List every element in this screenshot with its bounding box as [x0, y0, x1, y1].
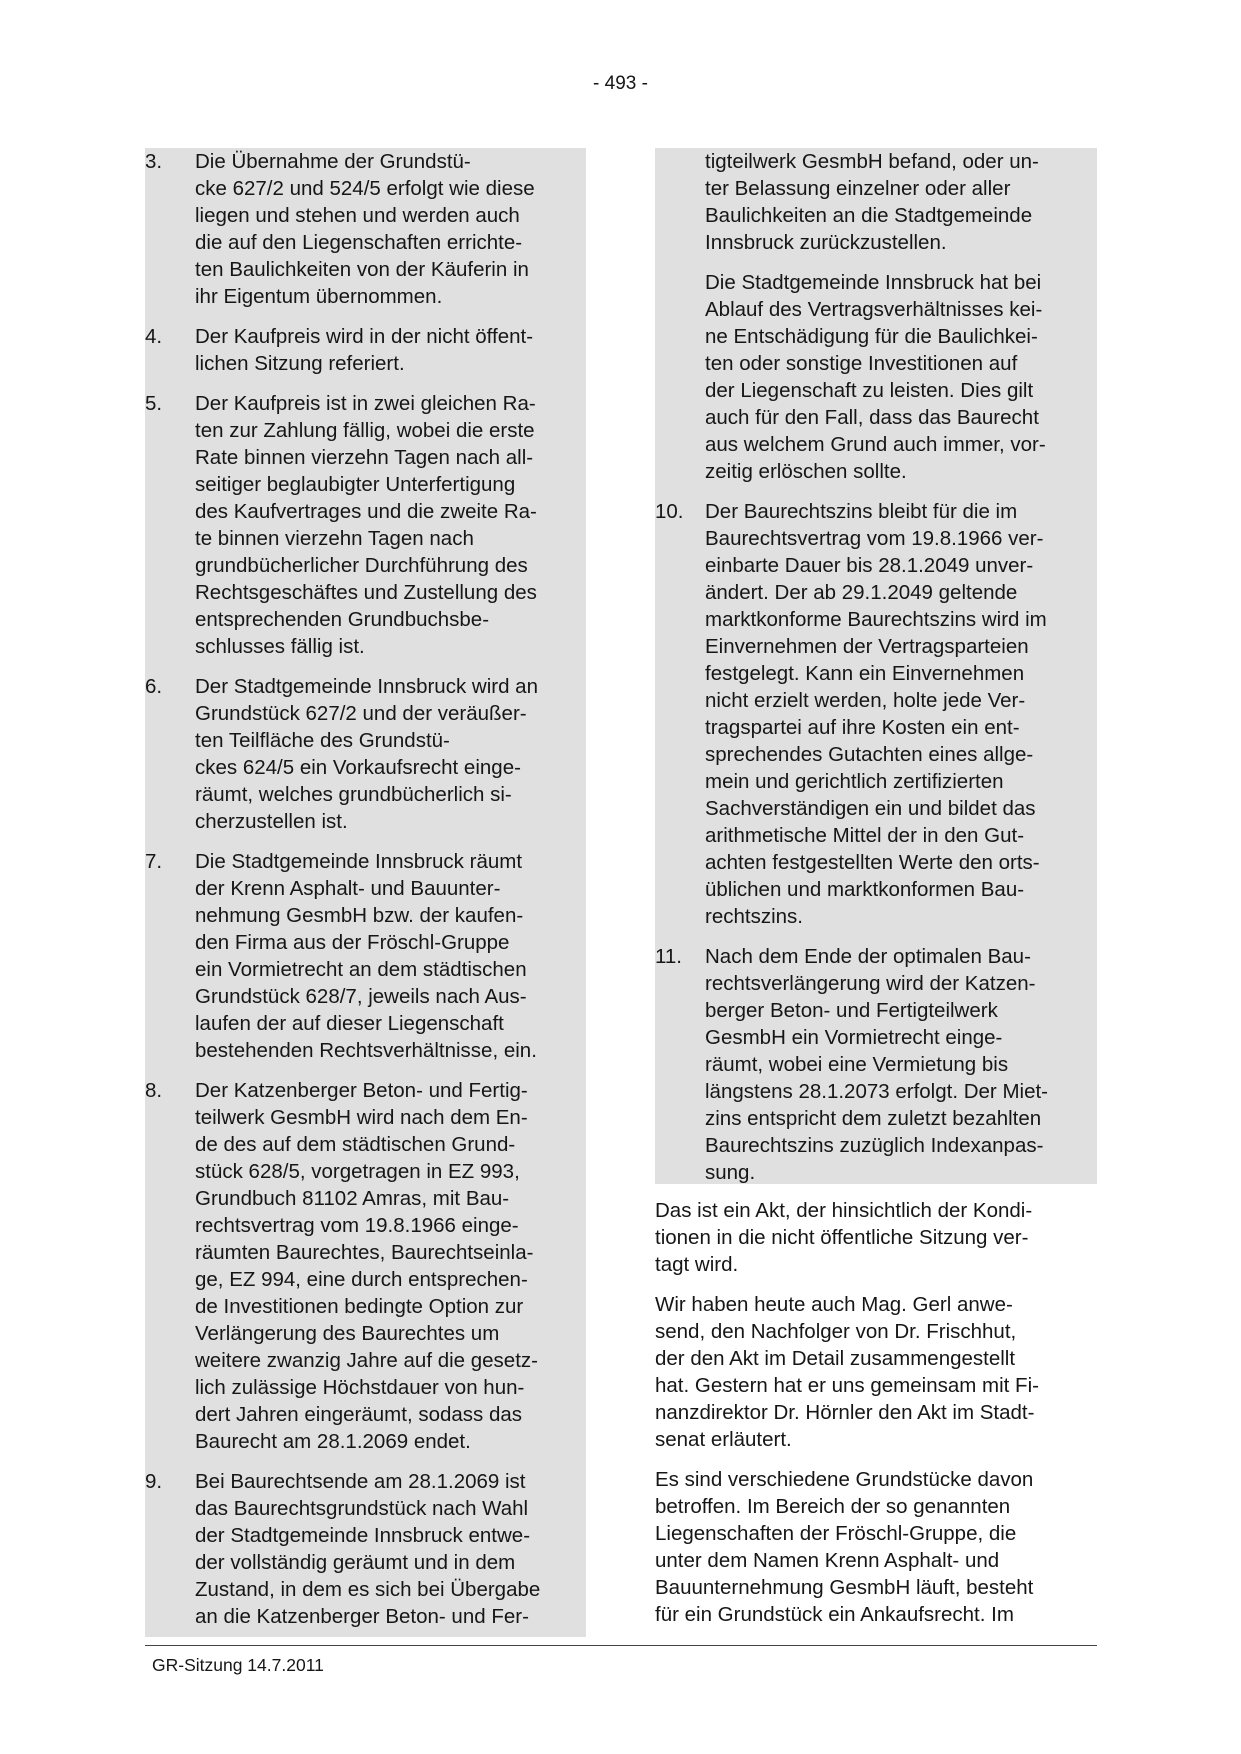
item-number: 3.: [145, 150, 163, 173]
spacer: [145, 377, 586, 390]
numbered-item: [145, 848, 586, 1064]
item-number: 4.: [145, 325, 163, 348]
text-line: teilwerk GesmbH wird nach dem En-: [195, 1106, 528, 1129]
text-line: bestehenden Rechtsverhältnisse, ein.: [195, 1039, 537, 1062]
text-line: den Firma aus der Fröschl-Gruppe: [195, 931, 510, 954]
text-line: des Kaufvertrages und die zweite Ra-: [195, 500, 537, 523]
text-line: Das ist ein Akt, der hinsichtlich der Kondi-: [655, 1199, 1033, 1222]
text-line: tragspartei auf ihre Kosten ein ent-: [705, 716, 1020, 739]
body-paragraph: [655, 1291, 1097, 1453]
text-line: Sachverständigen ein und bildet das: [705, 797, 1036, 820]
numbered-item: [655, 498, 1097, 930]
numbered-item: [145, 1077, 586, 1455]
text-line: Der Katzenberger Beton- und Fertig-: [195, 1079, 528, 1102]
text-line: Baurechtsvertrag vom 19.8.1966 ver-: [705, 527, 1044, 550]
spacer: [655, 1453, 1097, 1466]
item-text: [705, 943, 1097, 1186]
text-line: laufen der auf dieser Liegenschaft: [195, 1012, 504, 1035]
text-line: ten Baulichkeiten von der Käuferin in: [195, 258, 529, 281]
text-line: seitiger beglaubigter Unterfertigung: [195, 473, 516, 496]
text-line: grundbücherlicher Durchführung des: [195, 554, 528, 577]
item-text: [195, 390, 586, 660]
text-line: rechtsvertrag vom 19.8.1966 einge-: [195, 1214, 519, 1237]
spacer: [145, 310, 586, 323]
text-line: ten oder sonstige Investitionen auf: [705, 352, 1018, 375]
spacer: [145, 1455, 586, 1468]
text-line: Rechtsgeschäftes und Zustellung des: [195, 581, 537, 604]
text-line: zeitig erlöschen sollte.: [705, 460, 907, 483]
text-line: berger Beton- und Fertigteilwerk: [705, 999, 998, 1022]
right-column: [655, 148, 1097, 1628]
item-text: [195, 1468, 586, 1630]
text-line: ge, EZ 994, eine durch entsprechen-: [195, 1268, 528, 1291]
body-paragraph: [655, 1197, 1097, 1278]
text-line: schlusses fällig ist.: [195, 635, 365, 658]
text-line: ändert. Der ab 29.1.2049 geltende: [705, 581, 1018, 604]
text-line: das Baurechtsgrundstück nach Wahl: [195, 1497, 529, 1520]
text-line: die auf den Liegenschaften errichte-: [195, 231, 523, 254]
text-line: räumten Baurechtes, Baurechtseinla-: [195, 1241, 534, 1264]
text-line: rechtsverlängerung wird der Katzen-: [705, 972, 1036, 995]
text-line: Der Kaufpreis wird in der nicht öffent-: [195, 325, 534, 348]
speech-paragraphs: [655, 1184, 1097, 1628]
text-line: ckes 624/5 ein Vorkaufsrecht einge-: [195, 756, 521, 779]
item-number: 8.: [145, 1079, 163, 1102]
numbered-item: [655, 943, 1097, 1186]
item-number: 5.: [145, 392, 163, 415]
text-line: Grundstück 628/7, jeweils nach Aus-: [195, 985, 527, 1008]
text-line: GesmbH ein Vormietrecht einge-: [705, 1026, 1003, 1049]
text-line: nicht erzielt werden, holte jede Ver-: [705, 689, 1026, 712]
spacer: [145, 660, 586, 673]
text-line: arithmetische Mittel der in den Gut-: [705, 824, 1025, 847]
text-line: marktkonforme Baurechtszins wird im: [705, 608, 1047, 631]
text-line: senat erläutert.: [655, 1428, 792, 1451]
text-line: der Krenn Asphalt- und Bauunter-: [195, 877, 501, 900]
text-line: lich zulässige Höchstdauer von hun-: [195, 1376, 525, 1399]
text-line: Die Stadtgemeinde Innsbruck hat bei: [705, 271, 1042, 294]
text-line: betroffen. Im Bereich der so genannten: [655, 1495, 1011, 1518]
body-paragraph: [655, 1466, 1097, 1628]
text-line: Bauunternehmung GesmbH läuft, besteht: [655, 1576, 1034, 1599]
text-line: send, den Nachfolger von Dr. Frischhut,: [655, 1320, 1017, 1343]
text-line: ne Entschädigung für die Baulichkei-: [705, 325, 1038, 348]
text-line: räumt, welches grundbücherlich si-: [195, 783, 512, 806]
text-line: festgelegt. Kann ein Einvernehmen: [705, 662, 1025, 685]
text-line: liegen und stehen und werden auch: [195, 204, 520, 227]
text-line: hat. Gestern hat er uns gemeinsam mit Fi-: [655, 1374, 1039, 1397]
text-line: längstens 28.1.2073 erfolgt. Der Miet-: [705, 1080, 1048, 1103]
text-line: der Stadtgemeinde Innsbruck entwe-: [195, 1524, 531, 1547]
text-line: ihr Eigentum übernommen.: [195, 285, 443, 308]
text-line: aus welchem Grund auch immer, vor-: [705, 433, 1046, 456]
text-line: de des auf dem städtischen Grund-: [195, 1133, 516, 1156]
text-line: nanzdirektor Dr. Hörnler den Akt im Stadt-: [655, 1401, 1035, 1424]
left-column-motion: [145, 148, 586, 1637]
text-line: Baurechtszins zuzüglich Indexanpas-: [705, 1134, 1044, 1157]
text-line: Innsbruck zurückzustellen.: [705, 231, 947, 254]
numbered-item: [145, 390, 586, 660]
text-line: entsprechenden Grundbuchsbe-: [195, 608, 490, 631]
right-column-motion: [655, 148, 1097, 1184]
item-9-continuation: [655, 148, 1097, 256]
text-line: Zustand, in dem es sich bei Übergabe: [195, 1578, 541, 1601]
text-line: Verlängerung des Baurechtes um: [195, 1322, 500, 1345]
text-line: nehmung GesmbH bzw. der kaufen-: [195, 904, 524, 927]
text-line: Einvernehmen der Vertragsparteien: [705, 635, 1029, 658]
text-line: lichen Sitzung referiert.: [195, 352, 405, 375]
item-number: 6.: [145, 675, 163, 698]
text-line: ein Vormietrecht an dem städtischen: [195, 958, 527, 981]
text-line: räumt, wobei eine Vermietung bis: [705, 1053, 1009, 1076]
text-line: üblichen und marktkonformen Bau-: [705, 878, 1025, 901]
spacer: [655, 1278, 1097, 1291]
text-line: an die Katzenberger Beton- und Fer-: [195, 1605, 529, 1628]
text-line: der Liegenschaft zu leisten. Dies gilt: [705, 379, 1034, 402]
item-text: [195, 1077, 586, 1455]
text-line: für ein Grundstück ein Ankaufsrecht. Im: [655, 1603, 1014, 1626]
item-text: [705, 498, 1097, 930]
text-line: Wir haben heute auch Mag. Gerl anwe-: [655, 1293, 1013, 1316]
text-line: cherzustellen ist.: [195, 810, 348, 833]
footer-session-label: GR-Sitzung 14.7.2011: [152, 1655, 324, 1675]
text-line: Die Übernahme der Grundstü-: [195, 150, 471, 173]
item-number: 10.: [655, 500, 684, 523]
text-line: rechtszins.: [705, 905, 803, 928]
text-line: Bei Baurechtsende am 28.1.2069 ist: [195, 1470, 526, 1493]
text-line: weitere zwanzig Jahre auf die gesetz-: [195, 1349, 538, 1372]
text-line: cke 627/2 und 524/5 erfolgt wie diese: [195, 177, 535, 200]
text-line: ten Teilfläche des Grundstü-: [195, 729, 450, 752]
text-line: tigteilwerk GesmbH befand, oder un-: [705, 150, 1039, 173]
text-line: einbarte Dauer bis 28.1.2049 unver-: [705, 554, 1034, 577]
numbered-item: [145, 148, 586, 310]
text-line: Baulichkeiten an die Stadtgemeinde: [705, 204, 1033, 227]
text-line: sprechendes Gutachten eines allge-: [705, 743, 1034, 766]
text-line: der vollständig geräumt und in dem: [195, 1551, 516, 1574]
text-line: auch für den Fall, dass das Baurecht: [705, 406, 1039, 429]
item-number: 11.: [655, 945, 682, 968]
text-line: ten zur Zahlung fällig, wobei die erste: [195, 419, 535, 442]
text-line: Rate binnen vierzehn Tagen nach all-: [195, 446, 534, 469]
numbered-item: [145, 1468, 586, 1630]
item-text: [195, 673, 586, 835]
item-number: 9.: [145, 1470, 163, 1493]
text-line: de Investitionen bedingte Option zur: [195, 1295, 524, 1318]
text-line: stück 628/5, vorgetragen in EZ 993,: [195, 1160, 520, 1183]
text-line: Ablauf des Vertragsverhältnisses kei-: [705, 298, 1043, 321]
item-number: 7.: [145, 850, 163, 873]
numbered-item: [145, 673, 586, 835]
text-line: Der Stadtgemeinde Innsbruck wird an: [195, 675, 538, 698]
text-line: tagt wird.: [655, 1253, 739, 1276]
text-line: Baurecht am 28.1.2069 endet.: [195, 1430, 471, 1453]
text-line: der den Akt im Detail zusammengestellt: [655, 1347, 1016, 1370]
text-line: Der Baurechtszins bleibt für die im: [705, 500, 1018, 523]
text-line: ter Belassung einzelner oder aller: [705, 177, 1011, 200]
text-line: Liegenschaften der Fröschl-Gruppe, die: [655, 1522, 1017, 1545]
text-line: Grundstück 627/2 und der veräußer-: [195, 702, 527, 725]
numbered-item: [145, 323, 586, 377]
text-line: zins entspricht dem zuletzt bezahlten: [705, 1107, 1042, 1130]
spacer: [655, 256, 1097, 269]
spacer: [145, 835, 586, 848]
text-line: tionen in die nicht öffentliche Sitzung ver-: [655, 1226, 1029, 1249]
text-line: achten festgestellten Werte den orts-: [705, 851, 1040, 874]
item-text: [195, 848, 586, 1064]
text-line: te binnen vierzehn Tagen nach: [195, 527, 474, 550]
item-9-second-paragraph: [655, 269, 1097, 485]
spacer: [655, 930, 1097, 943]
item-text: [195, 323, 586, 377]
text-line: sung.: [705, 1161, 756, 1184]
footer-rule: [145, 1645, 1097, 1646]
spacer: [145, 1064, 586, 1077]
text-line: dert Jahren eingeräumt, sodass das: [195, 1403, 523, 1426]
item-text: [195, 148, 586, 310]
text-line: Es sind verschiedene Grundstücke davon: [655, 1468, 1034, 1491]
text-line: Grundbuch 81102 Amras, mit Bau-: [195, 1187, 510, 1210]
page-number: - 493 -: [593, 73, 648, 94]
text-line: Nach dem Ende der optimalen Bau-: [705, 945, 1031, 968]
text-line: unter dem Namen Krenn Asphalt- und: [655, 1549, 1000, 1572]
spacer: [655, 485, 1097, 498]
text-line: mein und gerichtlich zertifizierten: [705, 770, 1004, 793]
text-line: Die Stadtgemeinde Innsbruck räumt: [195, 850, 523, 873]
text-line: Der Kaufpreis ist in zwei gleichen Ra-: [195, 392, 536, 415]
